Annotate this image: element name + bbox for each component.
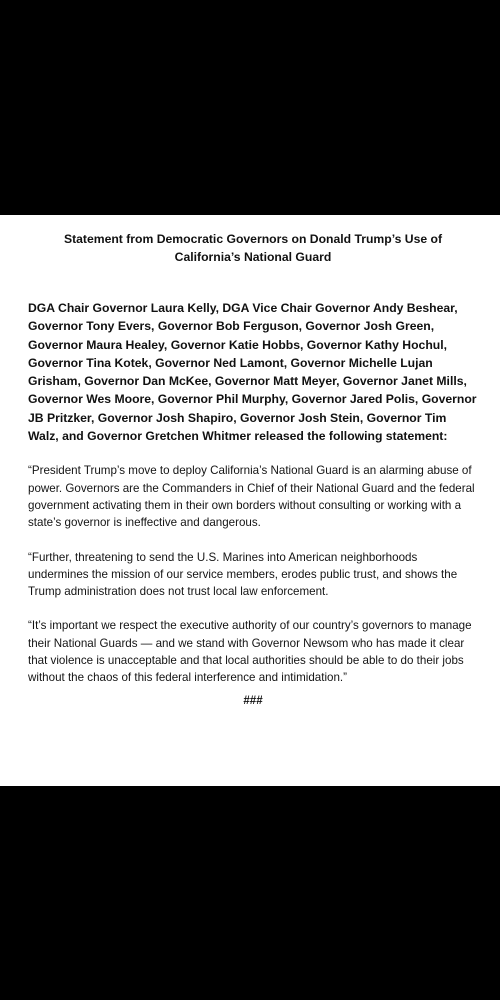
statement-paragraph-2: “Further, threatening to send the U.S. Marines into American neighborhoods undermines the mission of our service members, erodes public trust, and shows the Trump administration does not trust local law enforcement. <box>28 550 458 599</box>
statement-paragraph-1: “President Trump’s move to deploy California’s National Guard is an alarming abuse of power. Governors are the Commanders in Chief of their National Guard and the federal government activating them in their own borders without consulting or working with a state’s governor is ineffective and dangerous. <box>28 464 475 530</box>
statement-title: Statement from Democratic Governors on Donald Trump’s Use of California’s National Guard <box>63 232 443 264</box>
end-mark: ### <box>243 693 263 707</box>
statement-paragraph-3: “It’s important we respect the executive authority of our country’s governors to manage their National Guards — and we stand with Governor Newsom who has made it clear that violence is unacceptable and that local authorities should be able to do their jobs without the chaos of this federal interference and intimidation.” <box>28 619 472 685</box>
statement-document <box>0 215 500 786</box>
statement-intro: DGA Chair Governor Laura Kelly, DGA Vice Chair Governor Andy Beshear, Governor Tony Evers, Governor Bob Ferguson, Governor Josh Green, Governor Maura Healey, Governor Katie Hobbs, Governor Kathy Hochul, Governor Tina Kotek, Governor Ned Lamont, Governor Michelle Lujan Grisham, Governor Dan McKee, Governor Matt Meyer, Governor Janet Mills, Governor Wes Moore, Governor Phil Murphy, Governor Jared Polis, Governor JB Pritzker, Governor Josh Shapiro, Governor Josh Stein, Governor Tim Walz, and Governor Gretchen Whitmer released the following statement: <box>28 301 477 444</box>
top-black-bar <box>0 0 500 215</box>
bottom-black-bar <box>0 786 500 1000</box>
